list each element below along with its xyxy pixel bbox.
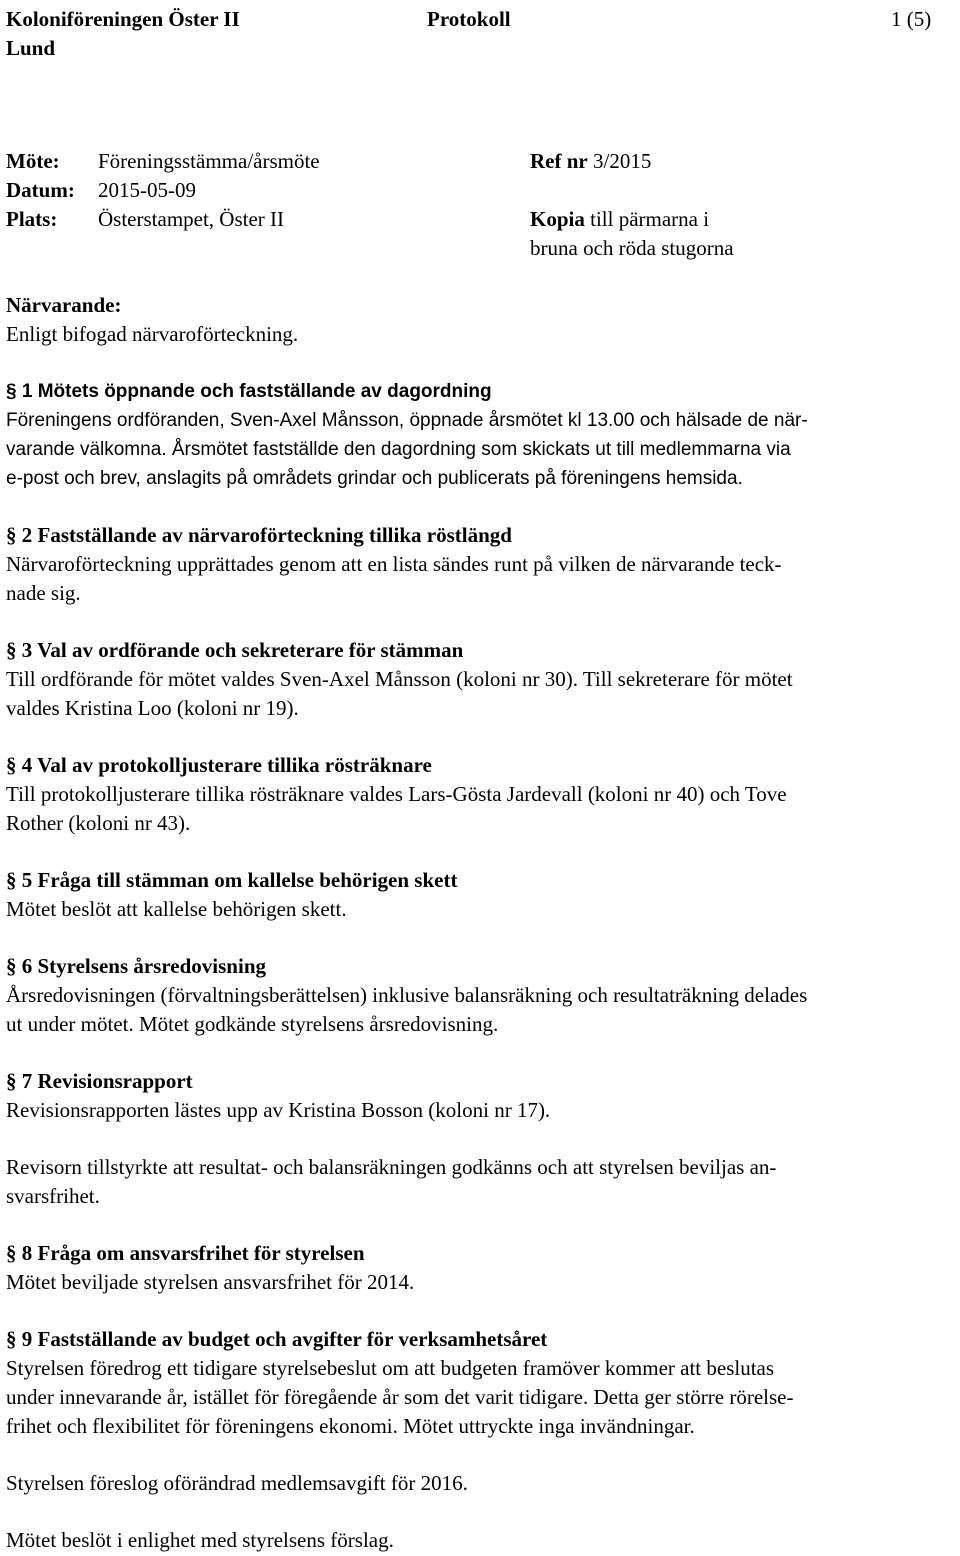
- section-heading: § 5 Fråga till stämman om kallelse behörigen skett: [6, 868, 458, 892]
- section-heading: § 6 Styrelsens årsredovisning: [6, 954, 266, 978]
- narvarande-text: Enligt bifogad närvaroförteckning.: [6, 322, 299, 346]
- section-body: Mötet beviljade styrelsen ansvarsfrihet för 2014.: [6, 1270, 415, 1294]
- kopia: [530, 205, 709, 234]
- section-body: Mötet beslöt att kallelse behörigen skett.: [6, 897, 347, 921]
- ref-value: 3/2015: [592, 149, 652, 173]
- plats-label: Plats:: [6, 207, 58, 231]
- narvarande-label: Närvarande:: [6, 293, 122, 317]
- section-heading: § 8 Fråga om ansvarsfrihet för styrelsen: [6, 1241, 365, 1265]
- section-body-2: Revisorn tillstyrkte att resultat- och balansräkningen godkänns och att styrelsen beviljas an- svarsfrihet.: [6, 1155, 777, 1208]
- document-type: Protokoll: [427, 7, 511, 31]
- organization-name: Koloniföreningen Öster II Lund: [6, 7, 240, 60]
- section-1: [6, 377, 958, 493]
- section-body: Styrelsen föredrog ett tidigare styrelsebeslut om att budgeten framöver kommer att beslutas under innevarande år, istället för föregående år som det varit tidigare. Detta ger större rörelse- frihet och flexibilitet för föreningens ekonomi. Mötet uttryckte inga invändningar.: [6, 1356, 794, 1438]
- section-heading: § 7 Revisionsrapport: [6, 1069, 193, 1093]
- kopia-value-line2: bruna och röda stugorna: [530, 236, 734, 260]
- section-9: [6, 1325, 958, 1555]
- section-body: Föreningens ordföranden, Sven-Axel Månsson, öppnade årsmötet kl 13.00 och hälsade de när- varande välkomna. Årsmötet fastställde den dagordning som skickats ut till medlemmarna via e-post och brev, anslagits på områdets grindar och publicerats på föreningens hemsida.: [6, 410, 808, 489]
- page-number: 1 (5): [891, 7, 932, 31]
- section-heading: § 2 Fastställande av närvaroförteckning tillika röstlängd: [6, 523, 512, 547]
- ref-number: [530, 147, 651, 176]
- mote-label: Möte:: [6, 149, 60, 173]
- section-body: Till ordförande för mötet valdes Sven-Axel Månsson (koloni nr 30). Till sekreterare för mötet valdes Kristina Loo (koloni nr 19).: [6, 667, 793, 720]
- section-heading: § 4 Val av protokolljusterare tillika rösträknare: [6, 753, 432, 777]
- mote-value: Föreningsstämma/årsmöte: [98, 149, 320, 173]
- section-body: Revisionsrapporten lästes upp av Kristina Bosson (koloni nr 17).: [6, 1098, 551, 1122]
- section-8: [6, 1239, 958, 1297]
- section-body-2: Styrelsen föreslog oförändrad medlemsavgift för 2016.: [6, 1471, 468, 1495]
- kopia-label: Kopia: [530, 207, 585, 231]
- section-3: [6, 636, 958, 723]
- section-body-3: Mötet beslöt i enlighet med styrelsens förslag.: [6, 1528, 394, 1552]
- section-body: Årsredovisningen (förvaltningsberättelsen) inklusive balansräkning och resultaträkning delades ut under mötet. Mötet godkände styrelsens årsredovisning.: [6, 983, 808, 1036]
- section-body: Till protokolljusterare tillika rösträknare valdes Lars-Gösta Jardevall (koloni nr 40) och Tove Rother (koloni nr 43).: [6, 782, 787, 835]
- section-7: [6, 1067, 958, 1211]
- datum-label: Datum:: [6, 178, 75, 202]
- section-heading: § 3 Val av ordförande och sekreterare för stämman: [6, 638, 464, 662]
- datum-value: 2015-05-09: [98, 178, 196, 202]
- kopia-value: till pärmarna i: [590, 207, 710, 231]
- section-6: [6, 952, 958, 1039]
- ref-label: Ref nr: [530, 149, 588, 173]
- section-2: [6, 521, 958, 608]
- plats-value: Österstampet, Öster II: [98, 207, 285, 231]
- section-body: Närvaroförteckning upprättades genom att en lista sändes runt på vilken de närvarande teck- nade sig.: [6, 552, 782, 605]
- section-heading: § 1 Mötets öppnande och fastställande av dagordning: [6, 381, 492, 402]
- section-heading: § 9 Fastställande av budget och avgifter för verksamhetsåret: [6, 1327, 548, 1351]
- section-4: [6, 751, 958, 838]
- section-5: [6, 866, 958, 924]
